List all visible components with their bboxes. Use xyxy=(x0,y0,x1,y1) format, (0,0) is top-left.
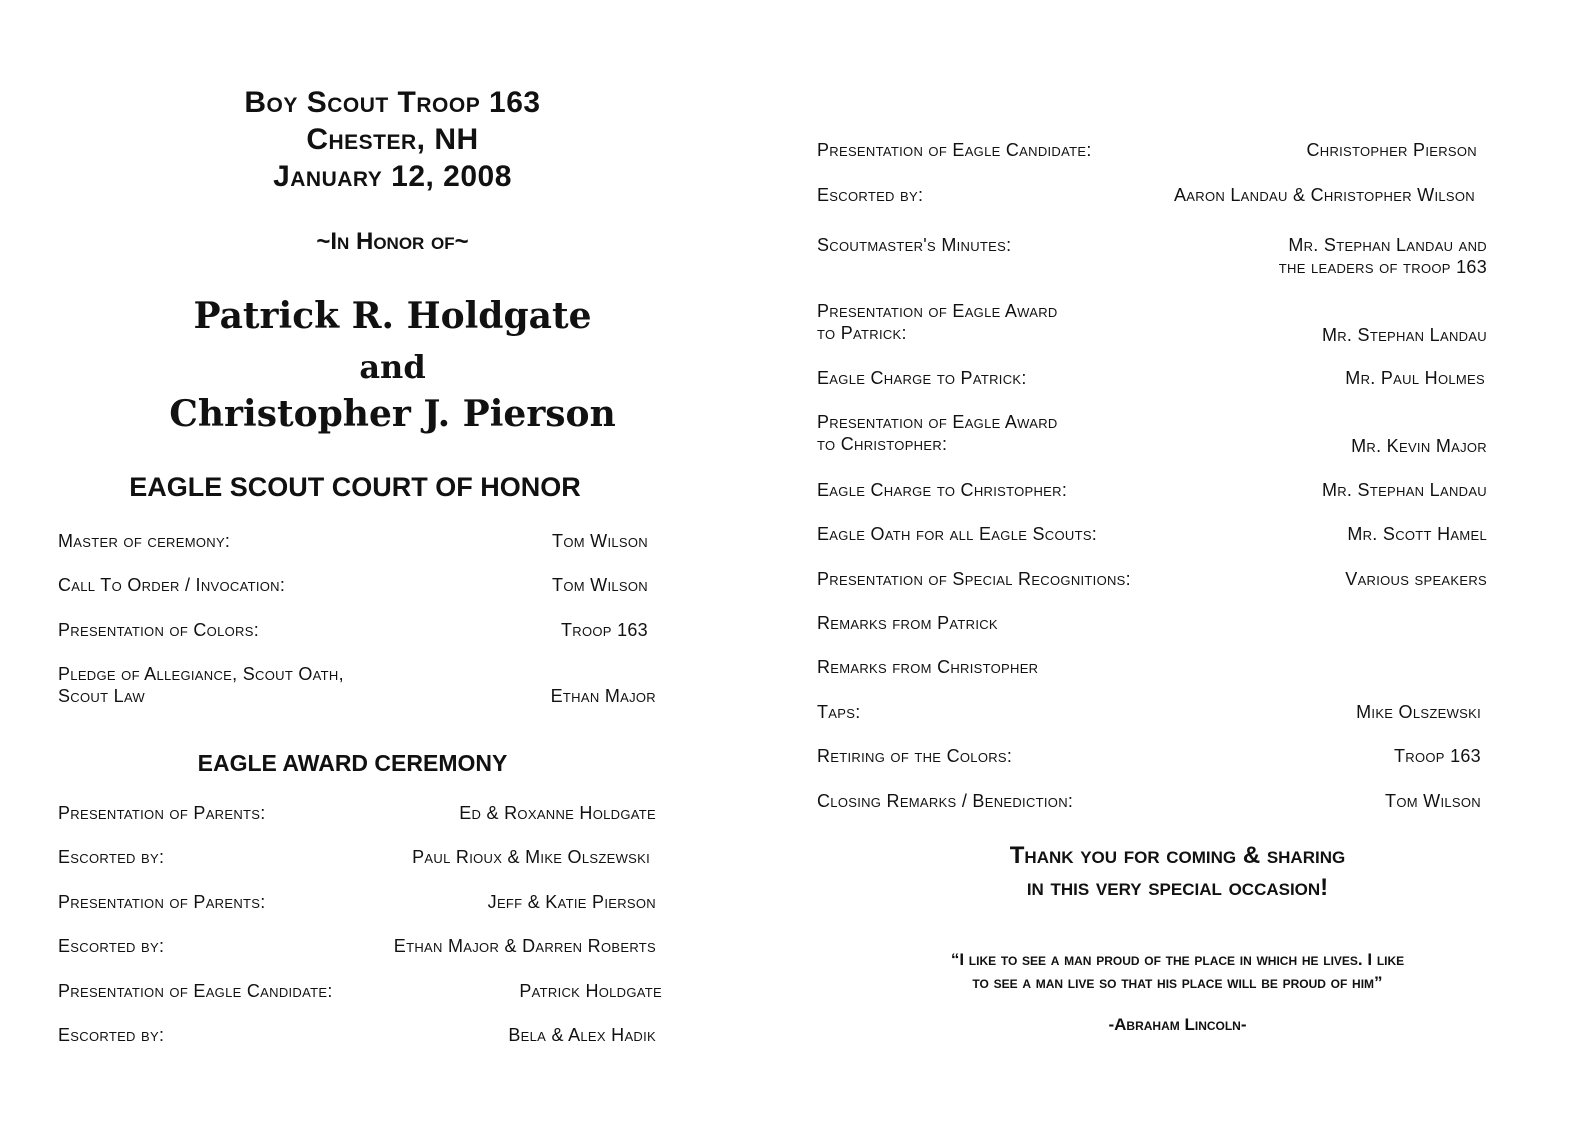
row-label: Remarks from Christopher xyxy=(817,657,1039,677)
right-page xyxy=(780,0,1575,1128)
row-value: Christopher Pierson xyxy=(1306,140,1477,160)
program-row xyxy=(817,411,1487,457)
row-label: Presentation of Special Recognitions: xyxy=(817,569,1131,589)
row-value: Various speakers xyxy=(1345,569,1487,589)
court-title: EAGLE SCOUT COURT OF HONOR xyxy=(129,472,581,502)
row-value: Bela & Alex Hadik xyxy=(508,1025,656,1045)
row-value-line2: the leaders of troop 163 xyxy=(1278,257,1487,277)
row-value: Troop 163 xyxy=(1393,746,1481,766)
row-value: Mike Olszewski xyxy=(1356,702,1481,722)
row-value: Mr. Scott Hamel xyxy=(1347,524,1487,544)
row-value: Mr. Stephan Landau xyxy=(1321,480,1487,500)
row-value: Tom Wilson xyxy=(552,531,648,551)
row-value: Mr. Paul Holmes xyxy=(1345,368,1485,388)
program-row xyxy=(817,234,1487,280)
row-label: Presentation of Eagle Candidate: xyxy=(58,981,333,1001)
row-label: Master of ceremony: xyxy=(58,531,231,551)
row-label: Presentation of Eagle Award xyxy=(817,301,1058,321)
troop-location: Chester, NH xyxy=(306,123,479,156)
row-label-line2: to Christopher: xyxy=(817,434,948,454)
left-page xyxy=(0,0,740,1128)
court-row xyxy=(58,663,656,709)
program-row xyxy=(817,300,1487,346)
quote-author: -Abraham Lincoln- xyxy=(1108,1015,1247,1034)
row-label: Presentation of Parents: xyxy=(58,803,266,823)
row-label: Presentation of Eagle Award xyxy=(817,412,1058,432)
row-value: Patrick Holdgate xyxy=(519,981,662,1001)
row-label: Eagle Charge to Patrick: xyxy=(817,368,1027,388)
in-honor-heading: ~In Honor of~ xyxy=(316,228,469,255)
row-value: Tom Wilson xyxy=(552,575,648,595)
row-label: Call To Order / Invocation: xyxy=(58,575,286,595)
event-date: January 12, 2008 xyxy=(273,160,512,193)
ceremony-title: EAGLE AWARD CEREMONY xyxy=(197,750,508,776)
row-value: Mr. Stephan Landau and xyxy=(1288,235,1487,255)
row-label: Remarks from Patrick xyxy=(817,613,998,633)
row-label: Eagle Oath for all Eagle Scouts: xyxy=(817,524,1098,544)
row-label: Closing Remarks / Benediction: xyxy=(817,791,1074,811)
quote-line-1: “I like to see a man proud of the place in which he lives. I like xyxy=(950,950,1405,969)
row-value: Aaron Landau & Christopher Wilson xyxy=(1174,185,1475,205)
row-label: Retiring of the Colors: xyxy=(817,746,1013,766)
row-label: Taps: xyxy=(817,702,861,722)
honoree-1: Patrick R. Holdgate xyxy=(193,295,592,337)
quote-line-2: to see a man live so that his place will be proud of him” xyxy=(972,973,1383,992)
row-label-line2: to Patrick: xyxy=(817,323,907,343)
row-label: Eagle Charge to Christopher: xyxy=(817,480,1068,500)
row-label: Scoutmaster's Minutes: xyxy=(817,235,1012,255)
row-value: Ed & Roxanne Holdgate xyxy=(459,803,656,823)
troop-name: Boy Scout Troop 163 xyxy=(244,86,541,119)
row-value: Mr. Kevin Major xyxy=(1351,436,1487,456)
row-label: Escorted by: xyxy=(58,847,165,867)
row-label-line2: Scout Law xyxy=(58,686,146,706)
row-label: Pledge of Allegiance, Scout Oath, xyxy=(58,664,344,684)
row-value: Ethan Major xyxy=(550,686,656,706)
row-value: Jeff & Katie Pierson xyxy=(487,892,656,912)
row-value: Tom Wilson xyxy=(1385,791,1481,811)
row-label: Presentation of Eagle Candidate: xyxy=(817,140,1092,160)
row-label: Presentation of Colors: xyxy=(58,620,259,640)
row-label: Escorted by: xyxy=(58,936,165,956)
thank-you-line-2: in this very special occasion! xyxy=(1026,874,1329,901)
row-label: Presentation of Parents: xyxy=(58,892,266,912)
row-label: Escorted by: xyxy=(58,1025,165,1045)
row-label: Escorted by: xyxy=(817,185,924,205)
row-value: Ethan Major & Darren Roberts xyxy=(393,936,656,956)
row-value: Troop 163 xyxy=(560,620,648,640)
honoree-2: Christopher J. Pierson xyxy=(169,393,616,435)
thank-you-line-1: Thank you for coming & sharing xyxy=(1009,842,1346,869)
row-value: Paul Rioux & Mike Olszewski xyxy=(412,847,650,867)
row-value: Mr. Stephan Landau xyxy=(1321,325,1487,345)
honoree-and: and xyxy=(359,348,426,386)
